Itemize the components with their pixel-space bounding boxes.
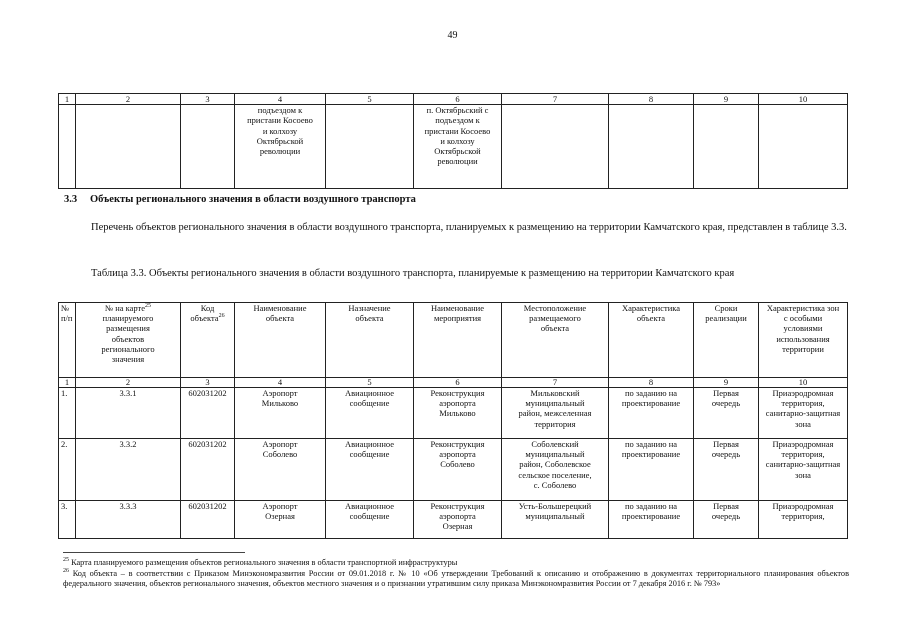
continued-table-row	[59, 105, 848, 189]
table-cell: 3.3.2	[76, 439, 181, 501]
col-number: 3	[181, 378, 235, 388]
continued-table-number-row	[59, 94, 848, 105]
table-cell: подъездом к пристани Косоево и колхозу Октябрьской революции	[235, 105, 326, 189]
table-cell: Реконструкция аэропорта Озерная	[414, 501, 502, 539]
table-cell: 2.	[59, 439, 76, 501]
header-text: Код объекта	[190, 303, 219, 324]
col-number: 9	[694, 94, 759, 105]
header-cell-code	[181, 303, 235, 378]
header-text: № на карте	[104, 303, 146, 313]
table-cell: Аэропорт Мильково	[235, 388, 326, 439]
table-cell: 602031202	[181, 439, 235, 501]
table-cell: 602031202	[181, 501, 235, 539]
col-number: 6	[414, 94, 502, 105]
table-row	[59, 439, 848, 501]
header-cell: Сроки реализации	[694, 303, 759, 378]
table-cell	[59, 105, 76, 189]
header-cell: Наименование мероприятия	[414, 303, 502, 378]
col-number: 5	[326, 378, 414, 388]
header-cell: Назначение объекта	[326, 303, 414, 378]
table-cell: по заданию на проектирование	[609, 439, 694, 501]
col-number: 9	[694, 378, 759, 388]
col-number: 8	[609, 94, 694, 105]
col-number: 10	[759, 94, 848, 105]
section-title: Объекты регионального значения в области воздушного транспорта	[90, 194, 416, 205]
footnote-ref: 25	[145, 303, 152, 310]
footnote-mark: 26	[63, 567, 69, 574]
header-cell: Наименование объекта	[235, 303, 326, 378]
header-cell-map-number	[76, 303, 181, 378]
table-cell: 3.3.1	[76, 388, 181, 439]
airports-table	[58, 302, 848, 539]
col-number: 2	[76, 94, 181, 105]
footnote-text: Карта планируемого размещения объектов регионального значения в области транспортной инфраструктуры	[69, 558, 458, 567]
table-cell: 3.3.3	[76, 501, 181, 539]
table-cell	[694, 105, 759, 189]
footnote	[63, 558, 849, 569]
col-number: 3	[181, 94, 235, 105]
footnote-text: Код объекта – в соответствии с Приказом Минэкономразвития России от 09.01.2018 г. № 10 «Об утверждении Требований к описанию и отображению в документах территориального планирования объектов федерального значения, объектов регионального значения, объектов местного значения и о признании утратившим силу приказа Минэкономразвития России от 7 декабря 2016 г. № 793»	[63, 568, 849, 588]
table-cell	[502, 105, 609, 189]
col-number: 7	[502, 94, 609, 105]
column-number-row	[59, 378, 848, 388]
table-cell	[609, 105, 694, 189]
table-cell: п. Октябрьский с подъездом к пристани Косоево и колхозу Октябрьской революции	[414, 105, 502, 189]
table-cell: 3.	[59, 501, 76, 539]
header-cell: Местоположение размещаемого объекта	[502, 303, 609, 378]
table-cell: Аэропорт Озерная	[235, 501, 326, 539]
table-cell: Мильковский муниципальный район, межселенная территория	[502, 388, 609, 439]
header-cell: № п/п	[59, 303, 76, 378]
table-cell: Первая очередь	[694, 439, 759, 501]
table-cell: Авиационное сообщение	[326, 388, 414, 439]
table-cell: Аэропорт Соболево	[235, 439, 326, 501]
table-cell: Первая очередь	[694, 501, 759, 539]
footnote-ref: 26	[218, 313, 225, 320]
table-cell: Соболевский муниципальный район, Соболевское сельское поселение, с. Соболево	[502, 439, 609, 501]
col-number: 1	[59, 94, 76, 105]
table-cell: Приаэродромная территория, санитарно-защитная зона	[759, 388, 848, 439]
col-number: 7	[502, 378, 609, 388]
table-cell: Приаэродромная территория, санитарно-защитная зона	[759, 439, 848, 501]
footnotes	[63, 558, 849, 590]
header-cell: Характеристика объекта	[609, 303, 694, 378]
col-number: 8	[609, 378, 694, 388]
table-cell	[326, 105, 414, 189]
col-number: 4	[235, 94, 326, 105]
col-number: 4	[235, 378, 326, 388]
page-number: 49	[447, 30, 458, 41]
table-cell: 602031202	[181, 388, 235, 439]
footnote-mark: 25	[63, 557, 69, 564]
table-cell: Приаэродромная территория,	[759, 501, 848, 539]
header-text: планируемого размещения объектов регионального значения	[101, 313, 155, 365]
table-row	[59, 501, 848, 539]
table-cell: Первая очередь	[694, 388, 759, 439]
table-cell: по заданию на проектирование	[609, 388, 694, 439]
table-header-row	[59, 303, 848, 378]
table-cell: 1.	[59, 388, 76, 439]
table-caption: Таблица 3.3. Объекты регионального значения в области воздушного транспорта, планируемые к размещению на территории Камчатского края	[91, 268, 735, 279]
col-number: 10	[759, 378, 848, 388]
continued-table	[58, 93, 848, 189]
table-cell: Авиационное сообщение	[326, 439, 414, 501]
table-cell: Реконструкция аэропорта Соболево	[414, 439, 502, 501]
intro-paragraph: Перечень объектов регионального значения в области воздушного транспорта, планируемых к размещению на территории Камчатского края, представлен в таблице 3.3.	[91, 222, 847, 233]
header-cell: Характеристика зон с особыми условиями использования территории	[759, 303, 848, 378]
table-cell: Усть-Большерецкий муниципальный	[502, 501, 609, 539]
table-cell: по заданию на проектирование	[609, 501, 694, 539]
section-number: 3.3	[64, 194, 78, 205]
col-number: 2	[76, 378, 181, 388]
table-cell	[76, 105, 181, 189]
table-cell: Реконструкция аэропорта Мильково	[414, 388, 502, 439]
col-number: 5	[326, 94, 414, 105]
table-row	[59, 388, 848, 439]
section-heading	[64, 194, 416, 205]
col-number: 6	[414, 378, 502, 388]
footnote	[63, 569, 849, 590]
table-cell	[759, 105, 848, 189]
col-number: 1	[59, 378, 76, 388]
table-cell	[181, 105, 235, 189]
footnote-divider	[63, 552, 245, 553]
table-cell: Авиационное сообщение	[326, 501, 414, 539]
